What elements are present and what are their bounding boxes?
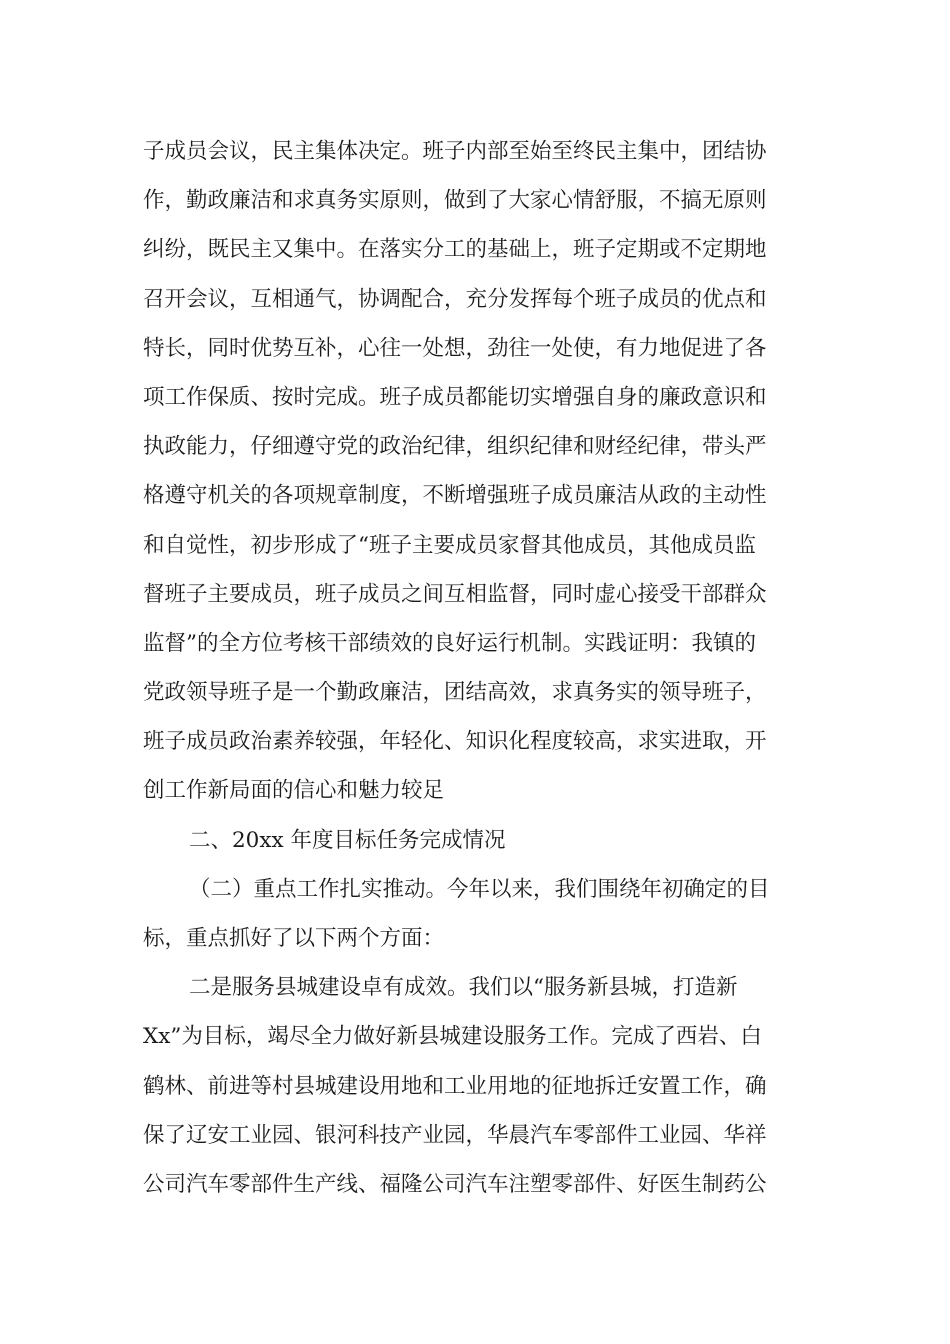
text-line: 公司汽车零部件生产线、福隆公司汽车注塑零部件、好医生制药公 [143, 1171, 767, 1197]
text-line: 督班子主要成员，班子成员之间互相监督，同时虚心接受干部群众 [143, 581, 767, 607]
text-line: 二是服务县城建设卓有成效。我们以“服务新县城，打造新 [189, 975, 738, 1001]
text-line: 党政领导班子是一个勤政廉洁，团结高效，求真务实的领导班子， [143, 680, 767, 706]
text-line: 项工作保质、按时完成。班子成员都能切实增强自身的廉政意识和 [143, 384, 767, 410]
text-line: 格遵守机关的各项规章制度，不断增强班子成员廉洁从政的主动性 [143, 483, 767, 509]
text-line: 特长，同时优势互补，心往一处想，劲往一处使，有力地促进了各 [143, 335, 767, 361]
text-line: 子成员会议，民主集体决定。班子内部至始至终民主集中，团结协 [143, 139, 767, 164]
text-line: 执政能力，仔细遵守党的政治纪律，组织纪律和财经纪律，带头严 [143, 434, 767, 460]
text-line: 班子成员政治素养较强，年轻化、知识化程度较高，求实进取，开 [143, 729, 767, 755]
text-line: 监督”的全方位考核干部绩效的良好运行机制。实践证明：我镇的 [143, 630, 756, 656]
document-body [143, 127, 813, 1209]
section-heading: 二、20xx 年度目标任务完成情况 [189, 827, 506, 853]
text-line: 召开会议，互相通气，协调配合，充分发挥每个班子成员的优点和 [143, 286, 767, 312]
text-line: 和自觉性，初步形成了“班子主要成员家督其他成员，其他成员监 [143, 532, 756, 558]
text-line: 保了辽安工业园、银河科技产业园，华晨汽车零部件工业园、华祥 [143, 1122, 767, 1148]
text-line: 纠纷，既民主又集中。在落实分工的基础上，班子定期或不定期地 [143, 237, 767, 263]
text-line: 创工作新局面的信心和魅力较足 [143, 778, 445, 804]
text-line: 鹤林、前进等村县城建设用地和工业用地的征地拆迁安置工作，确 [143, 1073, 767, 1099]
text-line: （二）重点工作扎实推动。今年以来，我们围绕年初确定的目 [189, 876, 770, 902]
text-line: 标，重点抓好了以下两个方面： [143, 926, 445, 951]
text-line: 作，勤政廉洁和求真务实原则，做到了大家心情舒服，不搞无原则 [143, 188, 767, 214]
text-line: Xx”为目标，竭尽全力做好新县城建设服务工作。完成了西岩、白 [143, 1024, 762, 1050]
